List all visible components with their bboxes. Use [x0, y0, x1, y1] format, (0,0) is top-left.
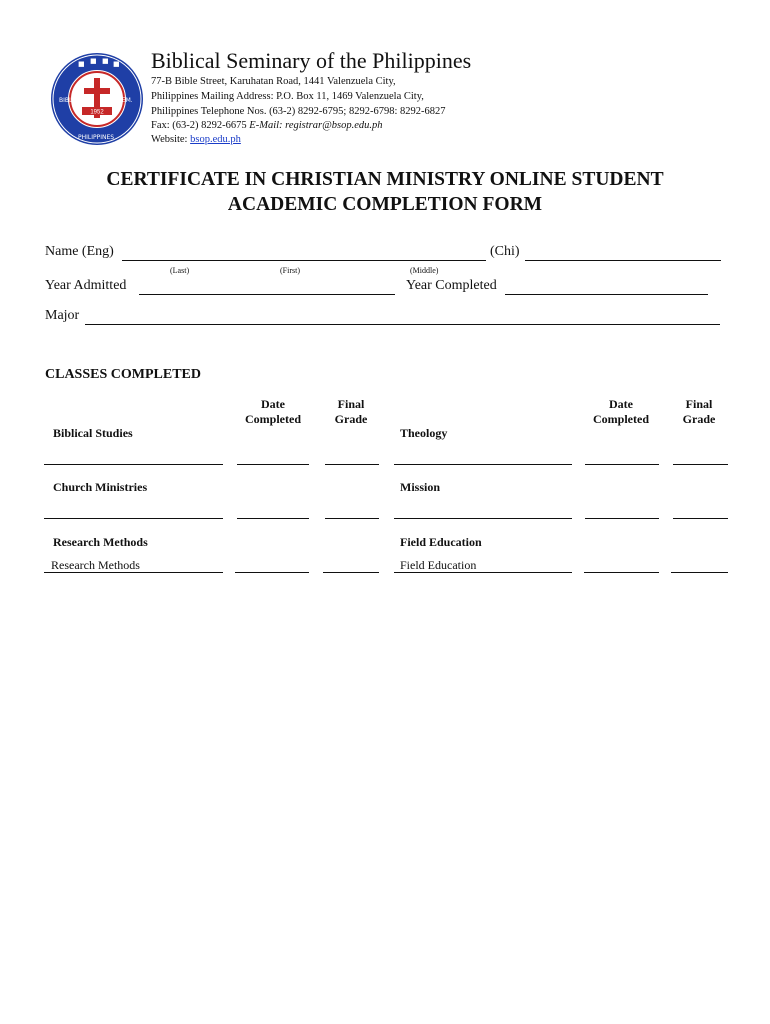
- fax-text: Fax: (63-2) 8292-6675: [151, 120, 247, 131]
- research-methods-date-line[interactable]: [235, 572, 309, 573]
- hint-first: (First): [280, 266, 300, 275]
- year-admitted-field[interactable]: [139, 280, 395, 295]
- hint-middle: (Middle): [410, 266, 439, 275]
- svg-text:BIBLICAL: BIBLICAL: [59, 97, 86, 104]
- theology-grade-line[interactable]: [673, 464, 728, 465]
- name-eng-field[interactable]: [122, 246, 486, 261]
- year-completed-label: Year Completed: [406, 278, 497, 293]
- research-methods-course-line: [44, 572, 223, 573]
- svg-text:■: ■: [113, 60, 120, 68]
- address-line-3: Philippines Telephone Nos. (63-2) 8292-6795; 8292-6798: 8292-6827: [151, 106, 446, 117]
- church-ministries-grade-line[interactable]: [325, 518, 379, 519]
- website-line: [151, 133, 241, 147]
- year-completed-field[interactable]: [505, 280, 708, 295]
- category-research-methods: Research Methods: [53, 535, 148, 549]
- seminary-seal-logo: [50, 52, 144, 146]
- mission-date-line[interactable]: [585, 518, 659, 519]
- fax-email-line: [151, 119, 383, 133]
- name-eng-label: Name (Eng): [45, 244, 114, 259]
- hint-last: (Last): [170, 266, 190, 275]
- institution-name: Biblical Seminary of the Philippines: [151, 48, 472, 73]
- svg-text:■: ■: [78, 60, 85, 68]
- major-label: Major: [45, 308, 80, 323]
- website-link[interactable]: bsop.edu.ph: [190, 134, 241, 145]
- church-ministries-course-line[interactable]: [44, 518, 223, 519]
- svg-text:PHILIPPINES: PHILIPPINES: [78, 134, 115, 141]
- field-education-grade-line[interactable]: [671, 572, 728, 573]
- email-text: E-Mail: registrar@bsop.edu.ph: [249, 120, 383, 131]
- category-mission: Mission: [400, 480, 441, 494]
- svg-text:SEM.: SEM.: [118, 97, 133, 104]
- major-field[interactable]: [85, 310, 720, 325]
- address-line-1: 77-B Bible Street, Karuhatan Road, 1441 Valenzuela City,: [151, 76, 396, 87]
- field-education-entry[interactable]: Field Education: [400, 558, 477, 572]
- right-date-header: Date Completed: [593, 397, 649, 426]
- theology-course-line[interactable]: [394, 464, 572, 465]
- website-label: Website:: [151, 134, 188, 145]
- category-field-education: Field Education: [400, 535, 482, 549]
- svg-text:■: ■: [90, 57, 97, 65]
- left-grade-header: Final Grade: [334, 397, 368, 426]
- church-ministries-date-line[interactable]: [237, 518, 309, 519]
- name-chi-field[interactable]: [525, 246, 721, 261]
- category-theology: Theology: [400, 426, 448, 440]
- biblical-studies-grade-line[interactable]: [325, 464, 379, 465]
- field-education-course-line: [394, 572, 572, 573]
- name-chi-label: (Chi): [490, 244, 520, 259]
- mission-grade-line[interactable]: [673, 518, 728, 519]
- form-title-line-1: CERTIFICATE IN CHRISTIAN MINISTRY ONLINE STUDENT: [106, 169, 664, 190]
- svg-text:■: ■: [102, 57, 109, 65]
- mission-course-line[interactable]: [394, 518, 572, 519]
- address-line-2: Philippines Mailing Address: P.O. Box 11, 1469 Valenzuela City,: [151, 91, 424, 102]
- theology-date-line[interactable]: [585, 464, 659, 465]
- right-grade-header: Final Grade: [682, 397, 716, 426]
- classes-completed-heading: CLASSES COMPLETED: [45, 367, 201, 382]
- research-methods-entry[interactable]: Research Methods: [51, 558, 140, 572]
- field-education-date-line[interactable]: [584, 572, 659, 573]
- research-methods-grade-line[interactable]: [323, 572, 379, 573]
- biblical-studies-course-line[interactable]: [44, 464, 223, 465]
- svg-text:1952: 1952: [90, 109, 104, 116]
- form-title-line-2: ACADEMIC COMPLETION FORM: [227, 194, 543, 215]
- year-admitted-label: Year Admitted: [45, 278, 127, 293]
- biblical-studies-date-line[interactable]: [237, 464, 309, 465]
- left-date-header: Date Completed: [245, 397, 301, 426]
- category-biblical-studies: Biblical Studies: [53, 426, 133, 440]
- category-church-ministries: Church Ministries: [53, 480, 148, 494]
